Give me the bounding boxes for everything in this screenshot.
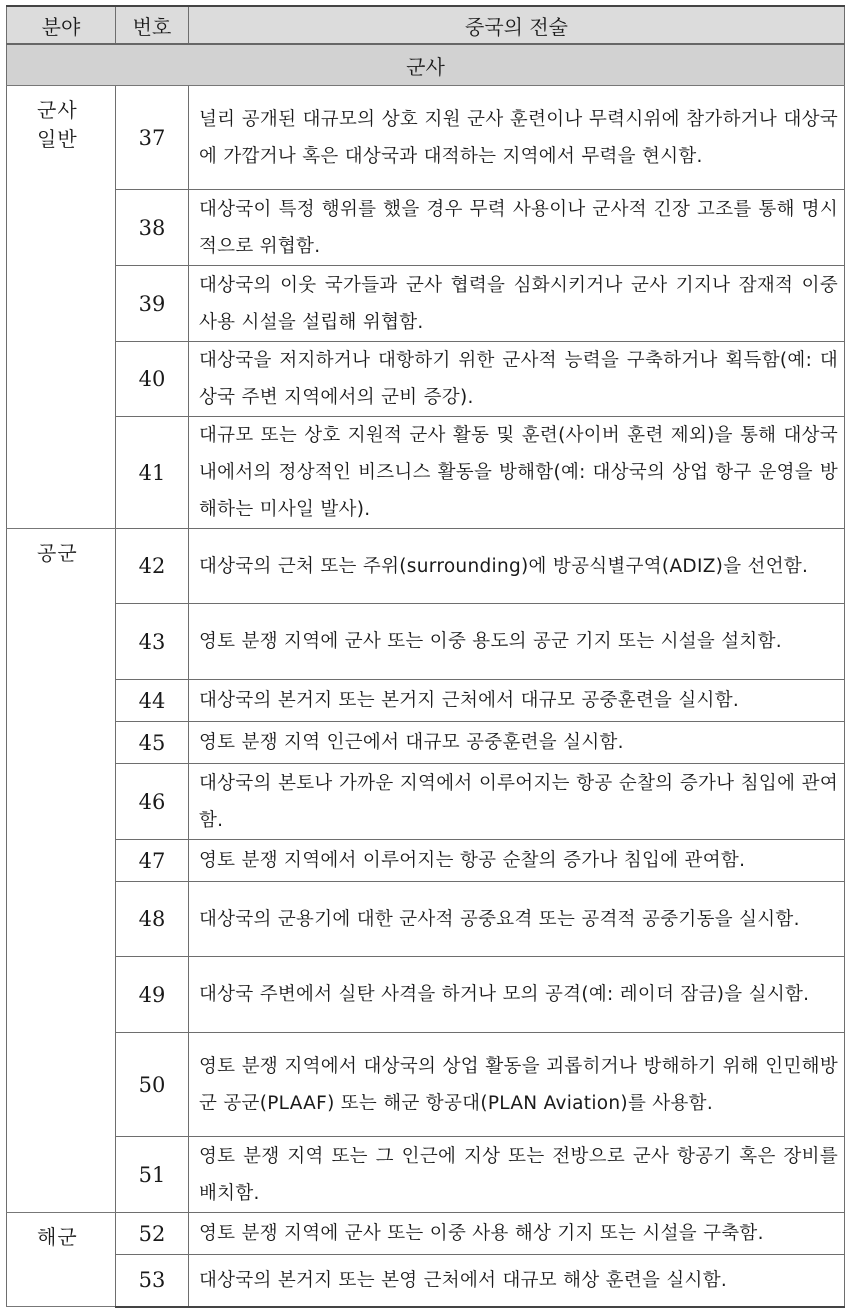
table-row	[7, 957, 845, 1033]
table-row	[7, 1255, 845, 1307]
tactic-number: 53	[116, 1255, 189, 1307]
section-row	[7, 44, 845, 86]
tactic-description: 영토 분쟁 지역에서 이루어지는 항공 순찰의 증가나 침입에 관여함.	[189, 840, 845, 882]
tactic-description: 영토 분쟁 지역에 군사 또는 이중 용도의 공군 기지 또는 시설을 설치함.	[189, 604, 845, 680]
header-field: 분야	[7, 6, 116, 44]
table-row	[7, 764, 845, 840]
tactic-number: 48	[116, 882, 189, 957]
tactic-number: 52	[116, 1213, 189, 1255]
tactic-number: 40	[116, 342, 189, 417]
tactic-number: 45	[116, 722, 189, 764]
tactic-number: 51	[116, 1137, 189, 1213]
tactic-description: 대상국을 저지하거나 대항하기 위한 군사적 능력을 구축하거나 획득함(예: 대상국 주변 지역에서의 군비 증강).	[189, 342, 845, 417]
tactic-description: 대상국의 근처 또는 주위(surrounding)에 방공식별구역(ADIZ)을 선언함.	[189, 529, 845, 604]
tactic-description: 영토 분쟁 지역에서 대상국의 상업 활동을 괴롭히거나 방해하기 위해 인민해방군 공군(PLAAF) 또는 해군 항공대(PLAN Aviation)를 사용함.	[189, 1033, 845, 1137]
header-number: 번호	[116, 6, 189, 44]
table-row	[7, 1213, 845, 1255]
tactic-description: 대규모 또는 상호 지원적 군사 활동 및 훈련(사이버 훈련 제외)을 통해 대상국 내에서의 정상적인 비즈니스 활동을 방해함(예: 대상국의 상업 항구 운영을 방해하는 미사일 발사).	[189, 417, 845, 529]
tactic-description: 대상국의 군용기에 대한 군사적 공중요격 또는 공격적 공중기동을 실시함.	[189, 882, 845, 957]
tactic-number: 37	[116, 86, 189, 190]
tactic-description: 대상국의 본토나 가까운 지역에서 이루어지는 항공 순찰의 증가나 침입에 관여함.	[189, 764, 845, 840]
table-row	[7, 840, 845, 882]
table-row	[7, 604, 845, 680]
table-row	[7, 417, 845, 529]
table-row	[7, 190, 845, 266]
tactic-description: 대상국의 본거지 또는 본영 근처에서 대규모 해상 훈련을 실시함.	[189, 1255, 845, 1307]
table-row	[7, 86, 845, 190]
tactic-description: 영토 분쟁 지역 인근에서 대규모 공중훈련을 실시함.	[189, 722, 845, 764]
table-row	[7, 680, 845, 722]
tactic-number: 44	[116, 680, 189, 722]
tactic-description: 대상국의 본거지 또는 본거지 근처에서 대규모 공중훈련을 실시함.	[189, 680, 845, 722]
table-row	[7, 529, 845, 604]
tactic-number: 39	[116, 266, 189, 342]
tactic-number: 41	[116, 417, 189, 529]
table-row	[7, 882, 845, 957]
table-row	[7, 1137, 845, 1213]
header-description: 중국의 전술	[189, 6, 845, 44]
table-row	[7, 1033, 845, 1137]
tactic-description: 영토 분쟁 지역 또는 그 인근에 지상 또는 전방으로 군사 항공기 혹은 장비를 배치함.	[189, 1137, 845, 1213]
field-cell: 해군	[7, 1213, 116, 1307]
tactics-table	[6, 5, 845, 1308]
tactic-number: 42	[116, 529, 189, 604]
tactic-description: 영토 분쟁 지역에 군사 또는 이중 사용 해상 기지 또는 시설을 구축함.	[189, 1213, 845, 1255]
table-row	[7, 266, 845, 342]
header-row	[7, 6, 845, 44]
field-cell: 군사 일반	[7, 86, 116, 529]
tactic-number: 43	[116, 604, 189, 680]
tactic-number: 46	[116, 764, 189, 840]
table-row	[7, 722, 845, 764]
tactic-description: 대상국의 이웃 국가들과 군사 협력을 심화시키거나 군사 기지나 잠재적 이중 사용 시설을 설립해 위협함.	[189, 266, 845, 342]
section-title: 군사	[7, 44, 845, 86]
field-cell: 공군	[7, 529, 116, 1213]
table-row	[7, 342, 845, 417]
tactic-description: 대상국 주변에서 실탄 사격을 하거나 모의 공격(예: 레이더 잠금)을 실시함.	[189, 957, 845, 1033]
tactic-number: 47	[116, 840, 189, 882]
tactic-number: 49	[116, 957, 189, 1033]
tactic-description: 대상국이 특정 행위를 했을 경우 무력 사용이나 군사적 긴장 고조를 통해 명시적으로 위협함.	[189, 190, 845, 266]
tactic-number: 50	[116, 1033, 189, 1137]
tactic-number: 38	[116, 190, 189, 266]
tactic-description: 널리 공개된 대규모의 상호 지원 군사 훈련이나 무력시위에 참가하거나 대상국에 가깝거나 혹은 대상국과 대적하는 지역에서 무력을 현시함.	[189, 86, 845, 190]
